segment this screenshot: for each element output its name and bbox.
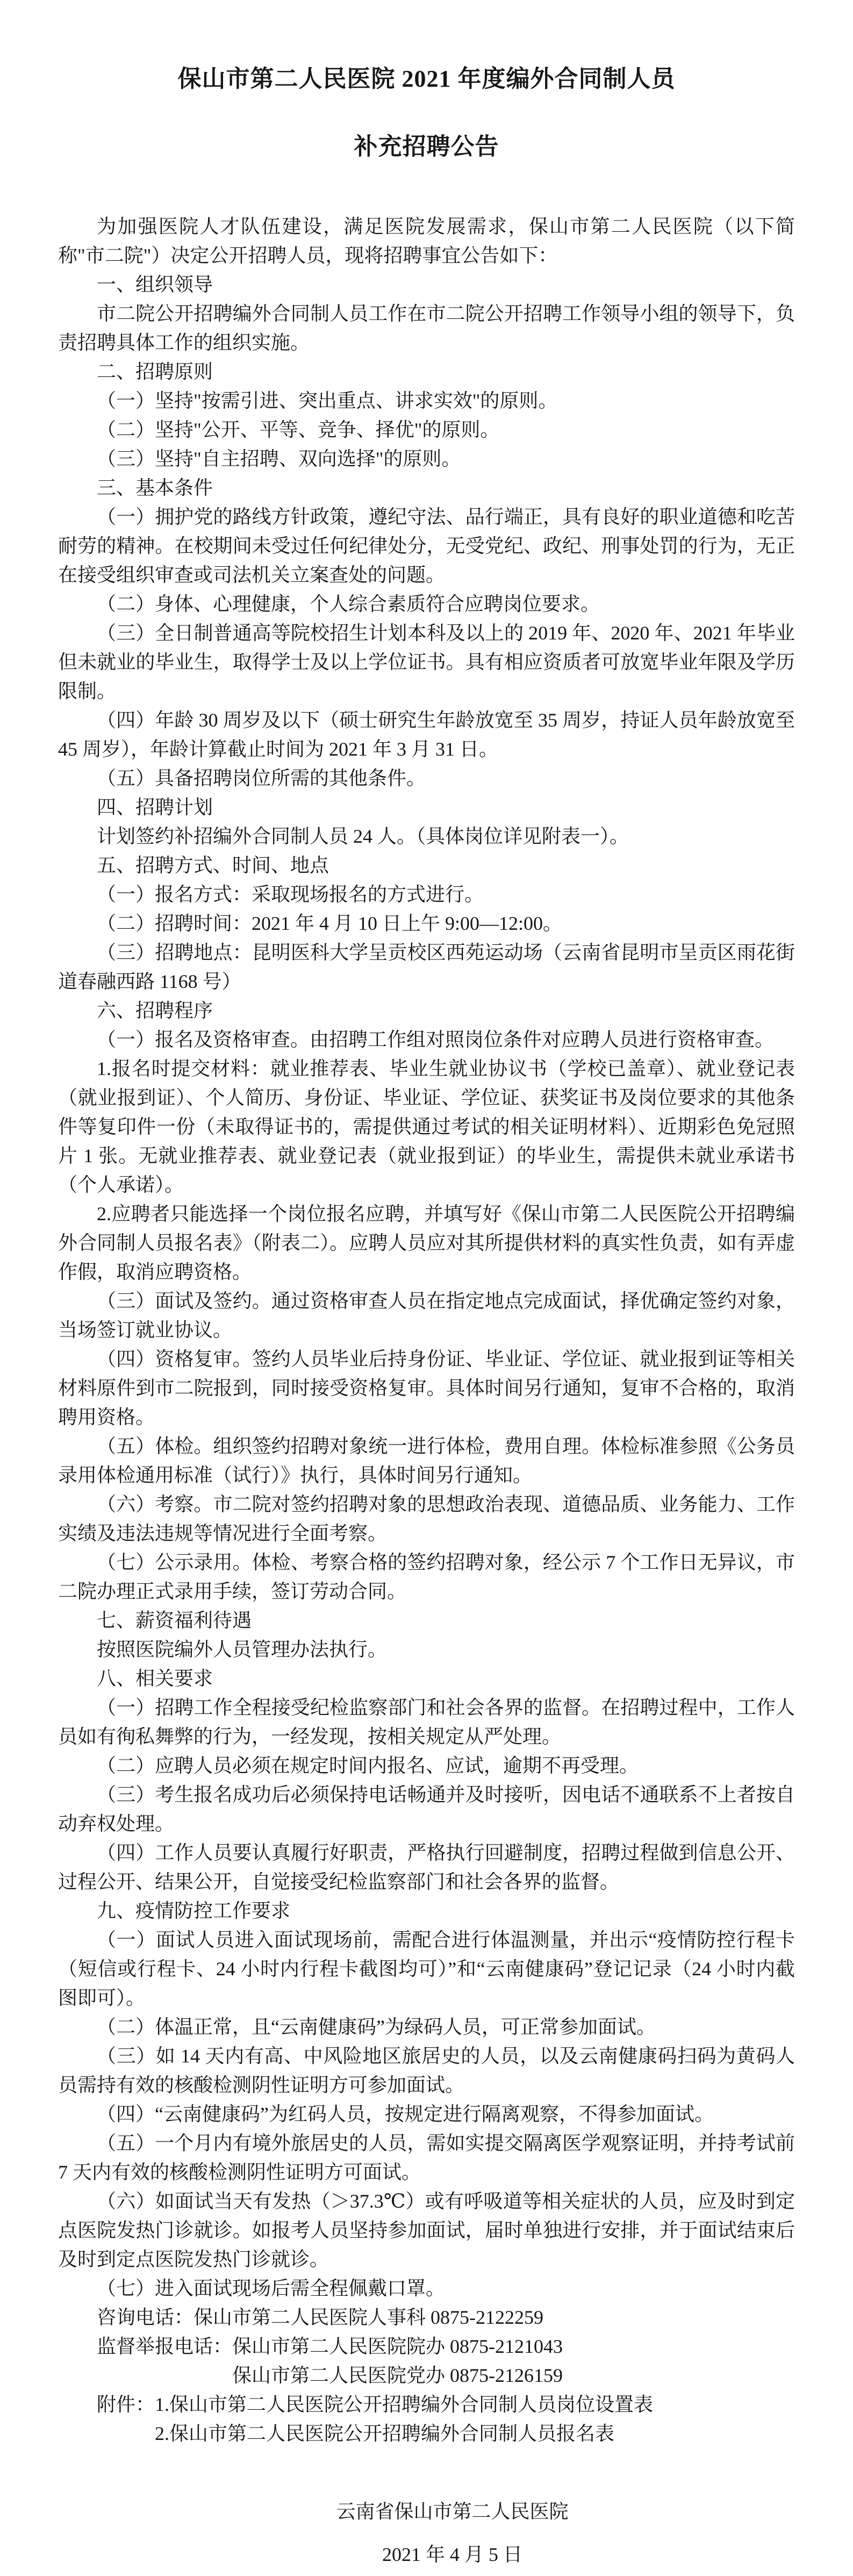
- doc-paragraph: （四）“云南健康码”为红码人员，按规定进行隔离观察，不得参加面试。: [97, 2103, 714, 2125]
- doc-paragraph: （五）一个月内有境外旅居史的人员，需如实提交隔离医学观察证明，并持考试前 7 天内有效的核酸检测阴性证明方可面试。: [58, 2132, 795, 2183]
- doc-paragraph: 2.保山市第二人民医院公开招聘编外合同制人员报名表: [155, 2423, 615, 2444]
- doc-paragraph: （一）报名及资格审查。由招聘工作组对照岗位条件对应聘人员进行资格审查。: [97, 1029, 775, 1050]
- doc-paragraph: 保山市第二人民医院党办 0875-2126159: [232, 2365, 563, 2386]
- doc-paragraph: （三）招聘地点：昆明医科大学呈贡校区西苑运动场（云南省昆明市呈贡区雨花街道春融西路 1168 号）: [58, 942, 795, 992]
- doc-paragraph: （四）年龄 30 周岁及以下（硕士研究生年龄放宽至 35 周岁，持证人员年龄放宽至 45 周岁），年龄计算截止时间为 2021 年 3 月 31 日。: [58, 709, 795, 760]
- document-title-line-1: 保山市第二人民医院 2021 年度编外合同制人员: [177, 66, 676, 92]
- doc-paragraph: （五）体检。组织签约招聘对象统一进行体检，费用自理。体检标准参照《公务员录用体检通用标准（试行）》执行，具体时间另行通知。: [58, 1435, 795, 1486]
- doc-paragraph: 1.报名时提交材料：就业推荐表、毕业生就业协议书（学校已盖章）、就业登记表（就业报到证）、个人简历、身份证、毕业证、学位证、获奖证书及岗位要求的其他条件等复印件一份（未取得证书的，需提供通过考试的相关证明材料）、近期彩色免冠照片 1 张。无就业推荐表、就业登记表（就业报到证）的毕业生，需提供未就业承诺书（个人承诺）。: [58, 1058, 795, 1196]
- doc-paragraph: （三）坚持"自主招聘、双向选择"的原则。: [97, 448, 461, 469]
- document-body: [58, 212, 795, 2448]
- doc-paragraph: 四、招聘计划: [97, 796, 213, 818]
- doc-paragraph: 为加强医院人才队伍建设，满足医院发展需求，保山市第二人民医院（以下简称"市二院"）决定公开招聘人员，现将招聘事宜公告如下：: [58, 216, 795, 266]
- doc-paragraph: 五、招聘方式、时间、地点: [97, 855, 329, 876]
- doc-paragraph: 市二院公开招聘编外合同制人员工作在市二院公开招聘工作领导小组的领导下，负责招聘具体工作的组织实施。: [58, 303, 795, 353]
- doc-paragraph: 按照医院编外人员管理办法执行。: [97, 1639, 388, 1660]
- doc-paragraph: （五）具备招聘岗位所需的其他条件。: [97, 767, 426, 789]
- doc-paragraph: 2.应聘者只能选择一个岗位报名应聘，并填写好《保山市第二人民医院公开招聘编外合同制人员报名表》（附表二）。应聘人员应对其所提供材料的真实性负责，如有弄虚作假，取消应聘资格。: [58, 1203, 795, 1283]
- doc-paragraph: 二、招聘原则: [97, 361, 213, 382]
- doc-paragraph: （一）拥护党的路线方针政策，遵纪守法、品行端正，具有良好的职业道德和吃苦耐劳的精神。在校期间未受过任何纪律处分，无受党纪、政纪、刑事处罚的行为，无正在接受组织审查或司法机关立案查处的问题。: [58, 506, 795, 586]
- doc-paragraph: （二）招聘时间：2021 年 4 月 10 日上午 9:00—12:00。: [97, 913, 563, 934]
- doc-paragraph: （七）进入面试现场后需全程佩戴口罩。: [97, 2278, 446, 2299]
- doc-paragraph: （四）资格复审。签约人员毕业后持身份证、毕业证、学位证、就业报到证等相关材料原件到市二院报到，同时接受资格复审。具体时间另行通知，复审不合格的，取消聘用资格。: [58, 1348, 795, 1428]
- doc-paragraph: （一）招聘工作全程接受纪检监察部门和社会各界的监督。在招聘过程中，工作人员如有徇私舞弊的行为，一经发现，按相关规定从严处理。: [58, 1697, 795, 1747]
- doc-paragraph: （一）坚持"按需引进、突出重点、讲求实效"的原则。: [97, 390, 558, 411]
- doc-paragraph: （二）体温正常，且“云南健康码”为绿码人员，可正常参加面试。: [97, 2016, 656, 2038]
- doc-paragraph: （七）公示录用。体检、考察合格的签约招聘对象，经公示 7 个工作日无异议，市二院办理正式录用手续，签订劳动合同。: [58, 1552, 795, 1602]
- doc-paragraph: （六）如面试当天有发热（＞37.3℃）或有呼吸道等相关症状的人员，应及时到定点医院发热门诊就诊。如报考人员坚持参加面试，届时单独进行安排，并于面试结束后及时到定点医院发热门诊就诊。: [58, 2190, 795, 2270]
- doc-paragraph: 附件：1.保山市第二人民医院公开招聘编外合同制人员岗位设置表: [97, 2394, 654, 2415]
- doc-paragraph: （三）全日制普通高等院校招生计划本科及以上的 2019 年、2020 年、2021 年毕业但未就业的毕业生，取得学士及以上学位证书。具有相应资质者可放宽毕业年限及学历限制。: [58, 622, 795, 702]
- doc-paragraph: （三）如 14 天内有高、中风险地区旅居史的人员，以及云南健康码扫码为黄码人员需持有效的核酸检测阴性证明方可参加面试。: [58, 2045, 795, 2096]
- document-title-line-2: 补充招聘公告: [354, 133, 499, 160]
- signature-date: 2021 年 4 月 5 日: [382, 2544, 522, 2565]
- doc-paragraph: （三）考生报名成功后必须保持电话畅通并及时接听，因电话不通联系不上者按自动弃权处理。: [58, 1784, 795, 1834]
- doc-paragraph: （二）应聘人员必须在规定时间内报名、应试，逾期不再受理。: [97, 1755, 639, 1776]
- doc-paragraph: （三）面试及签约。通过资格审查人员在指定地点完成面试，择优确定签约对象，当场签订就业协议。: [58, 1290, 795, 1341]
- doc-paragraph: （一）报名方式：采取现场报名的方式进行。: [97, 884, 484, 905]
- doc-paragraph: （二）身体、心理健康，个人综合素质符合应聘岗位要求。: [97, 593, 600, 615]
- doc-paragraph: （一）面试人员进入面试现场前，需配合进行体温测量，并出示“疫情防控行程卡（短信或行程卡、24 小时内行程卡截图均可）”和“云南健康码”登记记录（24 小时内截图即可）。: [58, 1929, 795, 2009]
- signature-organization: 云南省保山市第二人民医院: [336, 2501, 569, 2522]
- doc-paragraph: 七、薪资福利待遇: [97, 1610, 252, 1631]
- doc-paragraph: 一、组织领导: [97, 274, 213, 295]
- doc-paragraph: 三、基本条件: [97, 477, 213, 499]
- signature-block: [58, 2490, 795, 2576]
- doc-paragraph: 监督举报电话：保山市第二人民医院院办 0875-2121043: [97, 2336, 563, 2357]
- doc-paragraph: 九、疫情防控工作要求: [97, 1900, 291, 1922]
- doc-paragraph: （二）坚持"公开、平等、竞争、择优"的原则。: [97, 419, 500, 440]
- title-body-spacer: [58, 181, 795, 197]
- doc-paragraph: 计划签约补招编外合同制人员 24 人。（具体岗位详见附表一）。: [97, 826, 629, 847]
- doc-paragraph: （四）工作人员要认真履行好职责，严格执行回避制度，招聘过程做到信息公开、过程公开、结果公开，自觉接受纪检监察部门和社会各界的监督。: [58, 1842, 795, 1892]
- doc-paragraph: 八、相关要求: [97, 1668, 213, 1689]
- doc-paragraph: 六、招聘程序: [97, 1000, 213, 1021]
- doc-paragraph: 咨询电话：保山市第二人民医院人事科 0875-2122259: [97, 2307, 543, 2328]
- doc-paragraph: （六）考察。市二院对签约招聘对象的思想政治表现、道德品质、业务能力、工作实绩及违法违规等情况进行全面考察。: [58, 1493, 795, 1544]
